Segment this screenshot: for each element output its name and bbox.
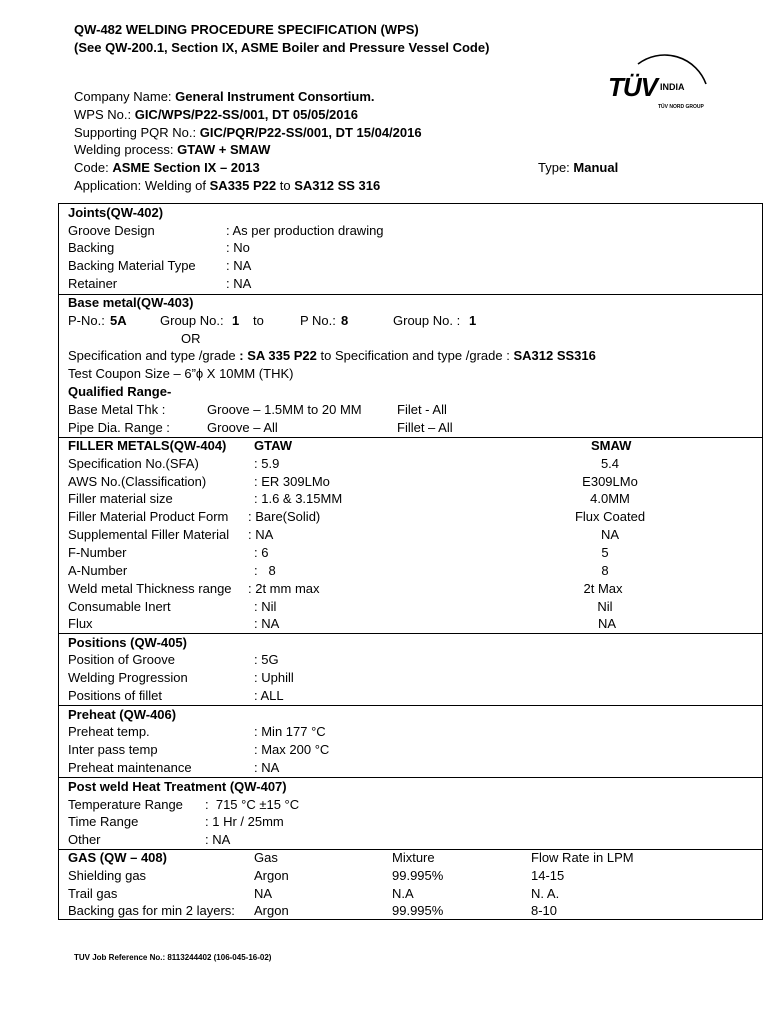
type-label: Type: [538, 160, 570, 175]
joints-label: Groove Design [68, 223, 155, 238]
positions-label: Welding Progression [68, 670, 188, 685]
wps-value: GIC/WPS/P22-SS/001, DT 05/05/2016 [134, 107, 358, 122]
filler-smaw-value: Flux Coated [574, 509, 646, 524]
base-thk-groove: Groove – 1.5MM to 20 MM [207, 402, 362, 417]
filler-smaw-value: 2t Max [583, 581, 623, 596]
qualified-range-heading: Qualified Range- [68, 384, 172, 399]
filler-label: Filler material size [68, 491, 173, 506]
to-word: to [253, 313, 264, 328]
group1-value: 1 [232, 313, 240, 328]
gtaw-heading: GTAW [254, 438, 293, 453]
code-value: ASME Section IX – 2013 [112, 160, 260, 175]
code-label: Code: [74, 160, 109, 175]
pwht-heading: Post weld Heat Treatment (QW-407) [68, 779, 287, 794]
company-label: Company Name: [74, 89, 172, 104]
filler-gtaw-value: : 5.9 [254, 456, 280, 471]
preheat-label: Preheat temp. [68, 724, 150, 739]
pwht-value: : 1 Hr / 25mm [205, 814, 284, 829]
group2-label: Group No. : [393, 313, 461, 328]
document-title: QW-482 WELDING PROCEDURE SPECIFICATION (WPS) [74, 22, 419, 37]
filler-smaw-value: Nil [597, 599, 613, 614]
pqr-value: GIC/PQR/P22-SS/001, DT 15/04/2016 [199, 125, 422, 140]
tuv-logo-country: INDIA [660, 82, 685, 92]
pwht-label: Time Range [68, 814, 139, 829]
application-label: Application: Welding of [74, 178, 207, 193]
spec-value-1: : SA 335 P22 [239, 348, 317, 363]
gas-value: Argon [254, 903, 289, 918]
pqr-label: Supporting PQR No.: [74, 125, 197, 140]
joints-value: : As per production drawing [226, 223, 384, 238]
filler-smaw-value: 4.0MM [590, 491, 630, 506]
gas-value: Argon [254, 868, 289, 883]
filler-gtaw-value: : 2t mm max [248, 581, 320, 596]
filler-heading: FILLER METALS(QW-404) [68, 438, 227, 453]
joints-value: : NA [226, 258, 252, 273]
application-to-word: to [279, 178, 291, 193]
process-value: GTAW + SMAW [177, 142, 271, 157]
joints-value: : No [226, 240, 250, 255]
application-line [74, 177, 380, 195]
gas-col-flow: Flow Rate in LPM [531, 850, 634, 865]
gas-flow: N. A. [531, 886, 560, 901]
gas-flow: 14-15 [531, 868, 565, 883]
spec-line [68, 347, 596, 365]
type-line [538, 159, 618, 177]
pwht-value: : 715 °C ±15 °C [205, 797, 300, 812]
filler-smaw-value: 5.4 [600, 456, 620, 471]
preheat-heading: Preheat (QW-406) [68, 707, 177, 722]
pipe-dia-groove: Groove – All [207, 420, 278, 435]
filler-gtaw-value: : NA [254, 616, 280, 631]
filler-label: Consumable Inert [68, 599, 171, 614]
company-line [74, 88, 375, 106]
gas-label: Shielding gas [68, 868, 147, 883]
positions-value: : Uphill [254, 670, 294, 685]
group2-value: 1 [469, 313, 477, 328]
smaw-heading: SMAW [591, 438, 632, 453]
spec-value-2: SA312 SS316 [513, 348, 596, 363]
application-from: SA335 P22 [209, 178, 277, 193]
test-coupon-size: Test Coupon Size – 6”ϕ X 10MM (THK) [68, 366, 294, 381]
pno2-value: 8 [341, 313, 349, 328]
preheat-value: : NA [254, 760, 280, 775]
filler-gtaw-value: : Nil [254, 599, 277, 614]
pipe-dia-label: Pipe Dia. Range : [68, 420, 170, 435]
gas-mixture: N.A [392, 886, 414, 901]
base-thk-label: Base Metal Thk : [68, 402, 166, 417]
spec-label-1: Specification and type /grade [68, 348, 236, 363]
filler-label: Weld metal Thickness range [68, 581, 232, 596]
code-line [74, 159, 260, 177]
gas-col-gas: Gas [254, 850, 278, 865]
preheat-label: Inter pass temp [68, 742, 158, 757]
process-line [74, 141, 270, 159]
document-subtitle: (See QW-200.1, Section IX, ASME Boiler and Pressure Vessel Code) [74, 40, 490, 55]
process-label: Welding process: [74, 142, 174, 157]
filler-label: Flux [68, 616, 93, 631]
table-right-border [762, 203, 763, 919]
application-to: SA312 SS 316 [294, 178, 381, 193]
pwht-label: Temperature Range [68, 797, 183, 812]
table-left-border [58, 203, 59, 919]
filler-label: Filler Material Product Form [68, 509, 229, 524]
or-word: OR [181, 331, 201, 346]
table-top-border [58, 203, 763, 204]
filler-smaw-value: NA [600, 527, 620, 542]
gas-col-mixture: Mixture [392, 850, 435, 865]
filler-gtaw-value: : 1.6 & 3.15MM [254, 491, 343, 506]
gas-heading: GAS (QW – 408) [68, 850, 167, 865]
filler-gtaw-value: : 6 [254, 545, 269, 560]
pno2-label: P No.: [300, 313, 336, 328]
group1-label: Group No.: [160, 313, 224, 328]
gas-flow: 8-10 [531, 903, 558, 918]
filler-smaw-value: 8 [601, 563, 609, 578]
preheat-label: Preheat maintenance [68, 760, 192, 775]
gas-label: Trail gas [68, 886, 118, 901]
filler-gtaw-value: : NA [248, 527, 274, 542]
positions-label: Positions of fillet [68, 688, 162, 703]
filler-smaw-value: 5 [601, 545, 609, 560]
preheat-value: : Max 200 °C [254, 742, 330, 757]
filler-label: Specification No.(SFA) [68, 456, 199, 471]
company-value: General Instrument Consortium. [175, 89, 375, 104]
positions-label: Position of Groove [68, 652, 175, 667]
type-value: Manual [573, 160, 619, 175]
pno-value: 5A [110, 313, 127, 328]
job-reference: TUV Job Reference No.: 8113244402 (106-045-16-02) [74, 953, 272, 962]
pwht-label: Other [68, 832, 101, 847]
joints-label: Backing Material Type [68, 258, 196, 273]
filler-smaw-value: E309LMo [582, 474, 638, 489]
positions-heading: Positions (QW-405) [68, 635, 187, 650]
filler-label: AWS No.(Classification) [68, 474, 207, 489]
filler-gtaw-value: : Bare(Solid) [248, 509, 321, 524]
joints-label: Backing [68, 240, 115, 255]
preheat-value: : Min 177 °C [254, 724, 326, 739]
filler-label: A-Number [68, 563, 128, 578]
filler-label: F-Number [68, 545, 127, 560]
tuv-logo [608, 32, 718, 122]
gas-mixture: 99.995% [392, 903, 444, 918]
gas-mixture: 99.995% [392, 868, 444, 883]
pipe-dia-fillet: Fillet – All [397, 420, 453, 435]
pqr-line [74, 124, 422, 142]
joints-label: Retainer [68, 276, 118, 291]
wps-label: WPS No.: [74, 107, 132, 122]
positions-value: : ALL [254, 688, 284, 703]
filler-gtaw-value: : ER 309LMo [254, 474, 330, 489]
joints-heading: Joints(QW-402) [68, 205, 164, 220]
positions-value: : 5G [254, 652, 279, 667]
gas-label: Backing gas for min 2 layers: [68, 903, 235, 918]
gas-value: NA [254, 886, 273, 901]
filler-smaw-value: NA [597, 616, 617, 631]
tuv-logo-group: TÜV NORD GROUP [658, 104, 704, 110]
filler-gtaw-value: : 8 [254, 563, 276, 578]
pno-label: P-No.: [68, 313, 105, 328]
tuv-logo-brand: TÜV [608, 72, 657, 102]
base-thk-fillet: Filet - All [397, 402, 447, 417]
joints-value: : NA [226, 276, 252, 291]
spec-label-2: to Specification and type /grade : [320, 348, 510, 363]
base-metal-heading: Base metal(QW-403) [68, 295, 194, 310]
wps-line [74, 106, 358, 124]
pwht-value: : NA [205, 832, 231, 847]
filler-label: Supplemental Filler Material [68, 527, 230, 542]
